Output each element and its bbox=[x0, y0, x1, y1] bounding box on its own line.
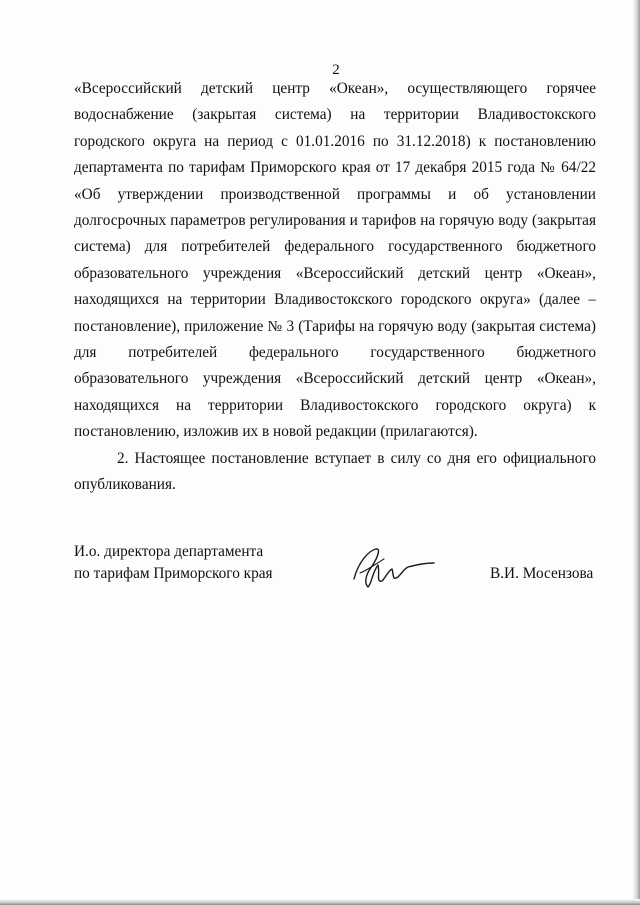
handwritten-signature bbox=[346, 543, 436, 593]
paragraph-effective-date: 2. Настоящее постановление вступает в силу со дня его официального опубликования. bbox=[74, 449, 596, 494]
signature-block bbox=[74, 541, 594, 601]
signatory-position-line-2: по тарифам Приморского края bbox=[74, 565, 273, 582]
signatory-position bbox=[74, 541, 273, 585]
paragraph-continuation: «Всероссийский детский центр «Океан», осуществляющего горячее водоснабжение (закрытая система) на территории Владивостокского городского округа на период с 01.01.2016 по 31.12.2018) к постановлению департамента по тарифам Приморского края от 17 декабря 2015 года № 64/22 «Об утверждении производственной программы и об установлении долгосрочных параметров регулирования и тарифов на горячую воду (закрытая система) для потребителей федерального государственного бюджетного образовательного учреждения «Всероссийский детский центр «Океан», находящихся на территории Владивостокского городского округа» (далее – постановление), приложение № 3 (Тарифы на горячую воду (закрытая система) для потребителей федерального государственного бюджетного образовательного учреждения «Всероссийский детский центр «Океан», находящихся на территории Владивостокского городского округа) к постановлению, изложив их в новой редакции (прилагаются). bbox=[74, 80, 596, 441]
signatory-name: В.И. Мосензова bbox=[490, 565, 594, 582]
scan-edge-bottom bbox=[0, 899, 640, 905]
signatory-position-line-1: И.о. директора департамента bbox=[74, 543, 264, 560]
page-number: 2 bbox=[332, 62, 340, 78]
scan-edge-right bbox=[632, 0, 640, 905]
document-body bbox=[74, 76, 596, 499]
